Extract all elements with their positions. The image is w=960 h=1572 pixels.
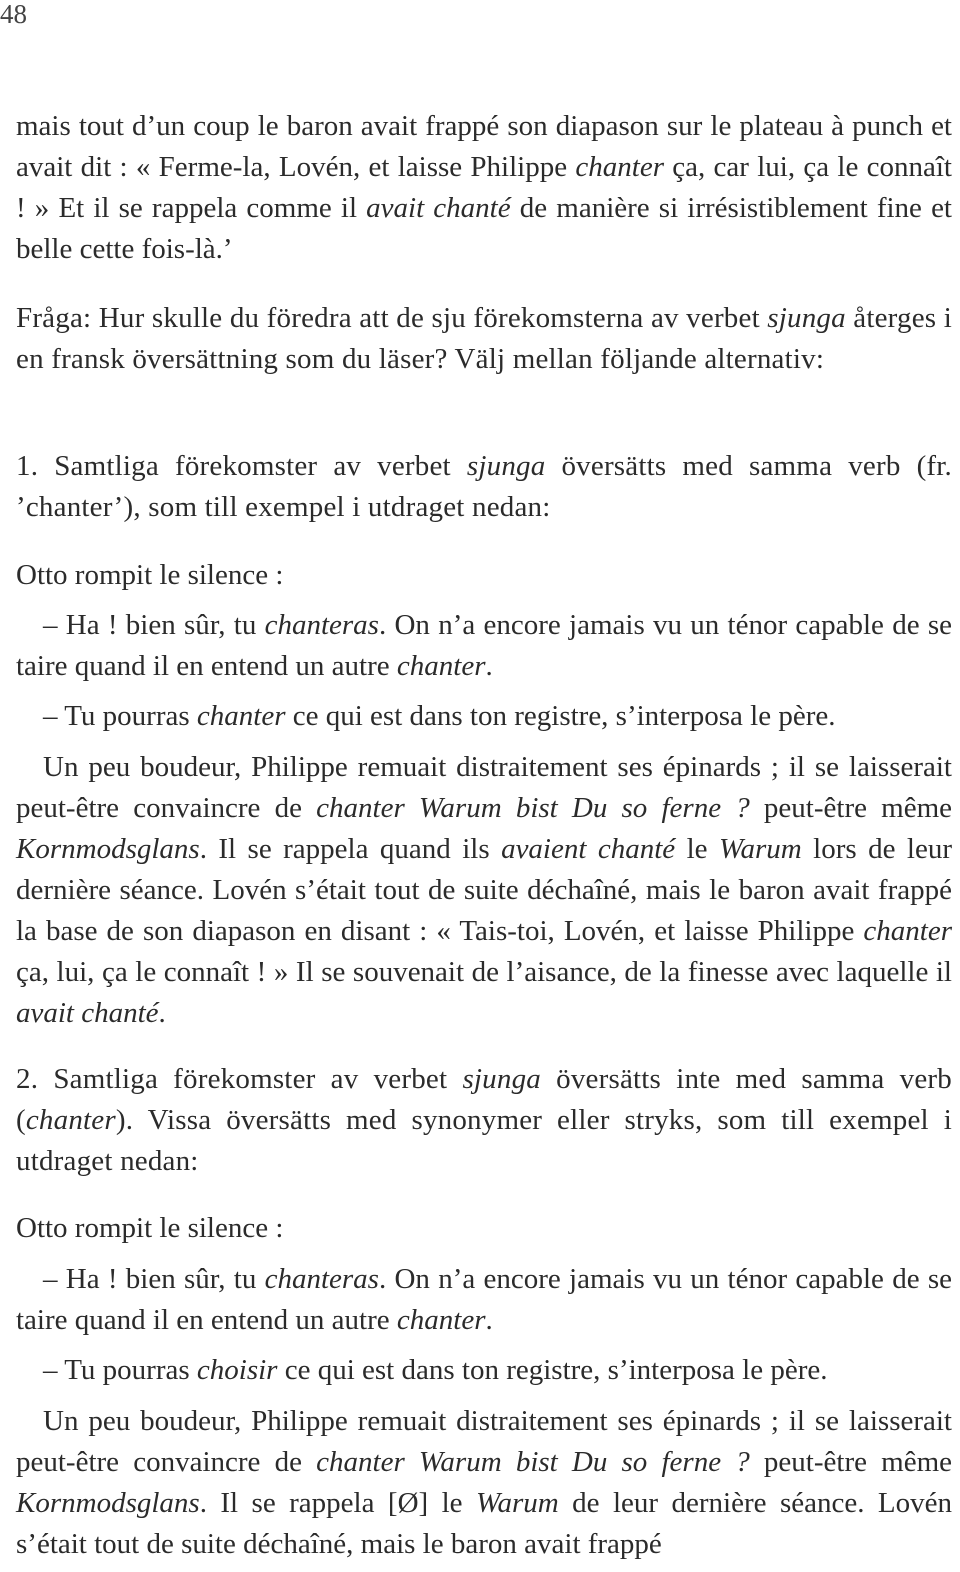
text-run: . On n’a encore jamais vu un ténor capable de se taire quand il en entend un autre — [16, 609, 952, 682]
text-run: översätts inte med samma verb ( — [16, 1063, 952, 1136]
italic-text: avait chanté — [16, 997, 159, 1029]
text-run: . — [485, 650, 493, 682]
text-run: le — [675, 833, 719, 865]
example-1-dialogue-1 — [16, 605, 952, 687]
text-run: mais tout d’un coup le baron avait frappé son diapason sur le plateau à punch et avait dit : « Ferme-la, Lovén, et laisse Philippe — [16, 110, 952, 183]
alternative-2 — [16, 1059, 952, 1182]
text-run: de manière si irrésistiblement fine et belle cette fois-là.’ — [16, 192, 952, 265]
text-run: återges i en fransk översättning som du läser? Välj mellan följande alternativ: — [16, 302, 952, 375]
italic-text: chanter — [396, 650, 486, 682]
text-run: 2. Samtliga förekomster av verbet — [16, 1063, 463, 1095]
italic-text: chanteras — [264, 609, 379, 641]
text-run: . — [158, 997, 166, 1029]
text-run: Un peu boudeur, Philippe remuait distraitement ses épinards ; il se laisserait peut-être convaincre de — [16, 751, 952, 824]
italic-text: sjunga — [767, 302, 846, 334]
example-2-dialogue-2 — [16, 1350, 952, 1391]
text-run: . — [485, 1304, 493, 1336]
text-run: ça, car lui, ça le connaît ! » Et il se rappela comme il — [16, 151, 952, 224]
text-run: . Il se rappela quand ils — [199, 833, 502, 865]
quoted-passage-end — [16, 106, 952, 270]
text-run: – Tu pourras — [43, 1354, 197, 1386]
italic-text: chanteras — [264, 1263, 379, 1295]
italic-text: chanter — [25, 1104, 116, 1136]
example-1-dialogue-2 — [16, 696, 952, 737]
italic-text: avait chanté — [366, 192, 511, 224]
text-run: Otto rompit le silence : — [16, 1212, 284, 1244]
italic-text: chanter — [575, 151, 664, 183]
text-run: 1. Samtliga förekomster av verbet — [16, 450, 467, 482]
example-2-intro — [16, 1208, 952, 1249]
italic-text: sjunga — [462, 1063, 541, 1095]
italic-text: chanter — [396, 1304, 486, 1336]
text-run: översätts med samma verb (fr. ’chanter’), som till exempel i utdraget nedan: — [16, 450, 952, 523]
text-run: – Ha ! bien sûr, tu — [43, 609, 265, 641]
text-run: ). Vissa översätts med synonymer eller stryks, som till exempel i utdraget nedan: — [16, 1104, 952, 1177]
text-run: peut-être même — [749, 1446, 953, 1478]
text-run: de leur dernière séance. Lovén s’était tout de suite déchaîné, mais le baron avait frappé — [16, 1487, 952, 1560]
italic-text: choisir — [196, 1354, 278, 1386]
example-2-dialogue-1 — [16, 1259, 952, 1341]
text-run: – Ha ! bien sûr, tu — [43, 1263, 265, 1295]
page-number: 48 — [0, 0, 27, 29]
example-1-intro — [16, 555, 952, 596]
text-run: ce qui est dans ton registre, s’interposa le père. — [277, 1354, 828, 1386]
text-run: . Il se rappela [Ø] le — [199, 1487, 476, 1519]
italic-text: Kornmodsglans — [16, 833, 200, 865]
italic-text: chanter Warum bist Du so ferne ? — [316, 792, 750, 824]
italic-text: Warum — [476, 1487, 559, 1519]
italic-text: sjunga — [466, 450, 546, 482]
text-run: ce qui est dans ton registre, s’interposa le père. — [285, 700, 836, 732]
text-run: – Tu pourras — [43, 700, 197, 732]
italic-text: Kornmodsglans — [16, 1487, 200, 1519]
italic-text: avaient chanté — [501, 833, 676, 865]
text-run: ça, lui, ça le connaît ! » Il se souvenait de l’aisance, de la finesse avec laquelle il — [16, 956, 952, 988]
italic-text: chanter Warum bist Du so ferne ? — [316, 1446, 750, 1478]
text-run: Otto rompit le silence : — [16, 559, 284, 591]
text-run: lors de leur dernière séance. Lovén s’était tout de suite déchaîné, mais le baron avait frappé la base de son diapason en disant : « Tais-toi, Lovén, et laisse Philippe — [16, 833, 952, 947]
text-run: Fråga: Hur skulle du föredra att de sju förekomsterna av verbet — [16, 302, 768, 334]
question-paragraph — [16, 298, 952, 380]
text-run: Un peu boudeur, Philippe remuait distraitement ses épinards ; il se laisserait peut-être convaincre de — [16, 1405, 952, 1478]
text-run: . On n’a encore jamais vu un ténor capable de se taire quand il en entend un autre — [16, 1263, 952, 1336]
alternative-1 — [16, 446, 952, 528]
text-run: peut-être même — [749, 792, 953, 824]
example-1-paragraph — [16, 747, 952, 1034]
italic-text: Warum — [718, 833, 802, 865]
italic-text: chanter — [196, 700, 286, 732]
example-2-paragraph — [16, 1401, 952, 1565]
italic-text: chanter — [863, 915, 952, 947]
